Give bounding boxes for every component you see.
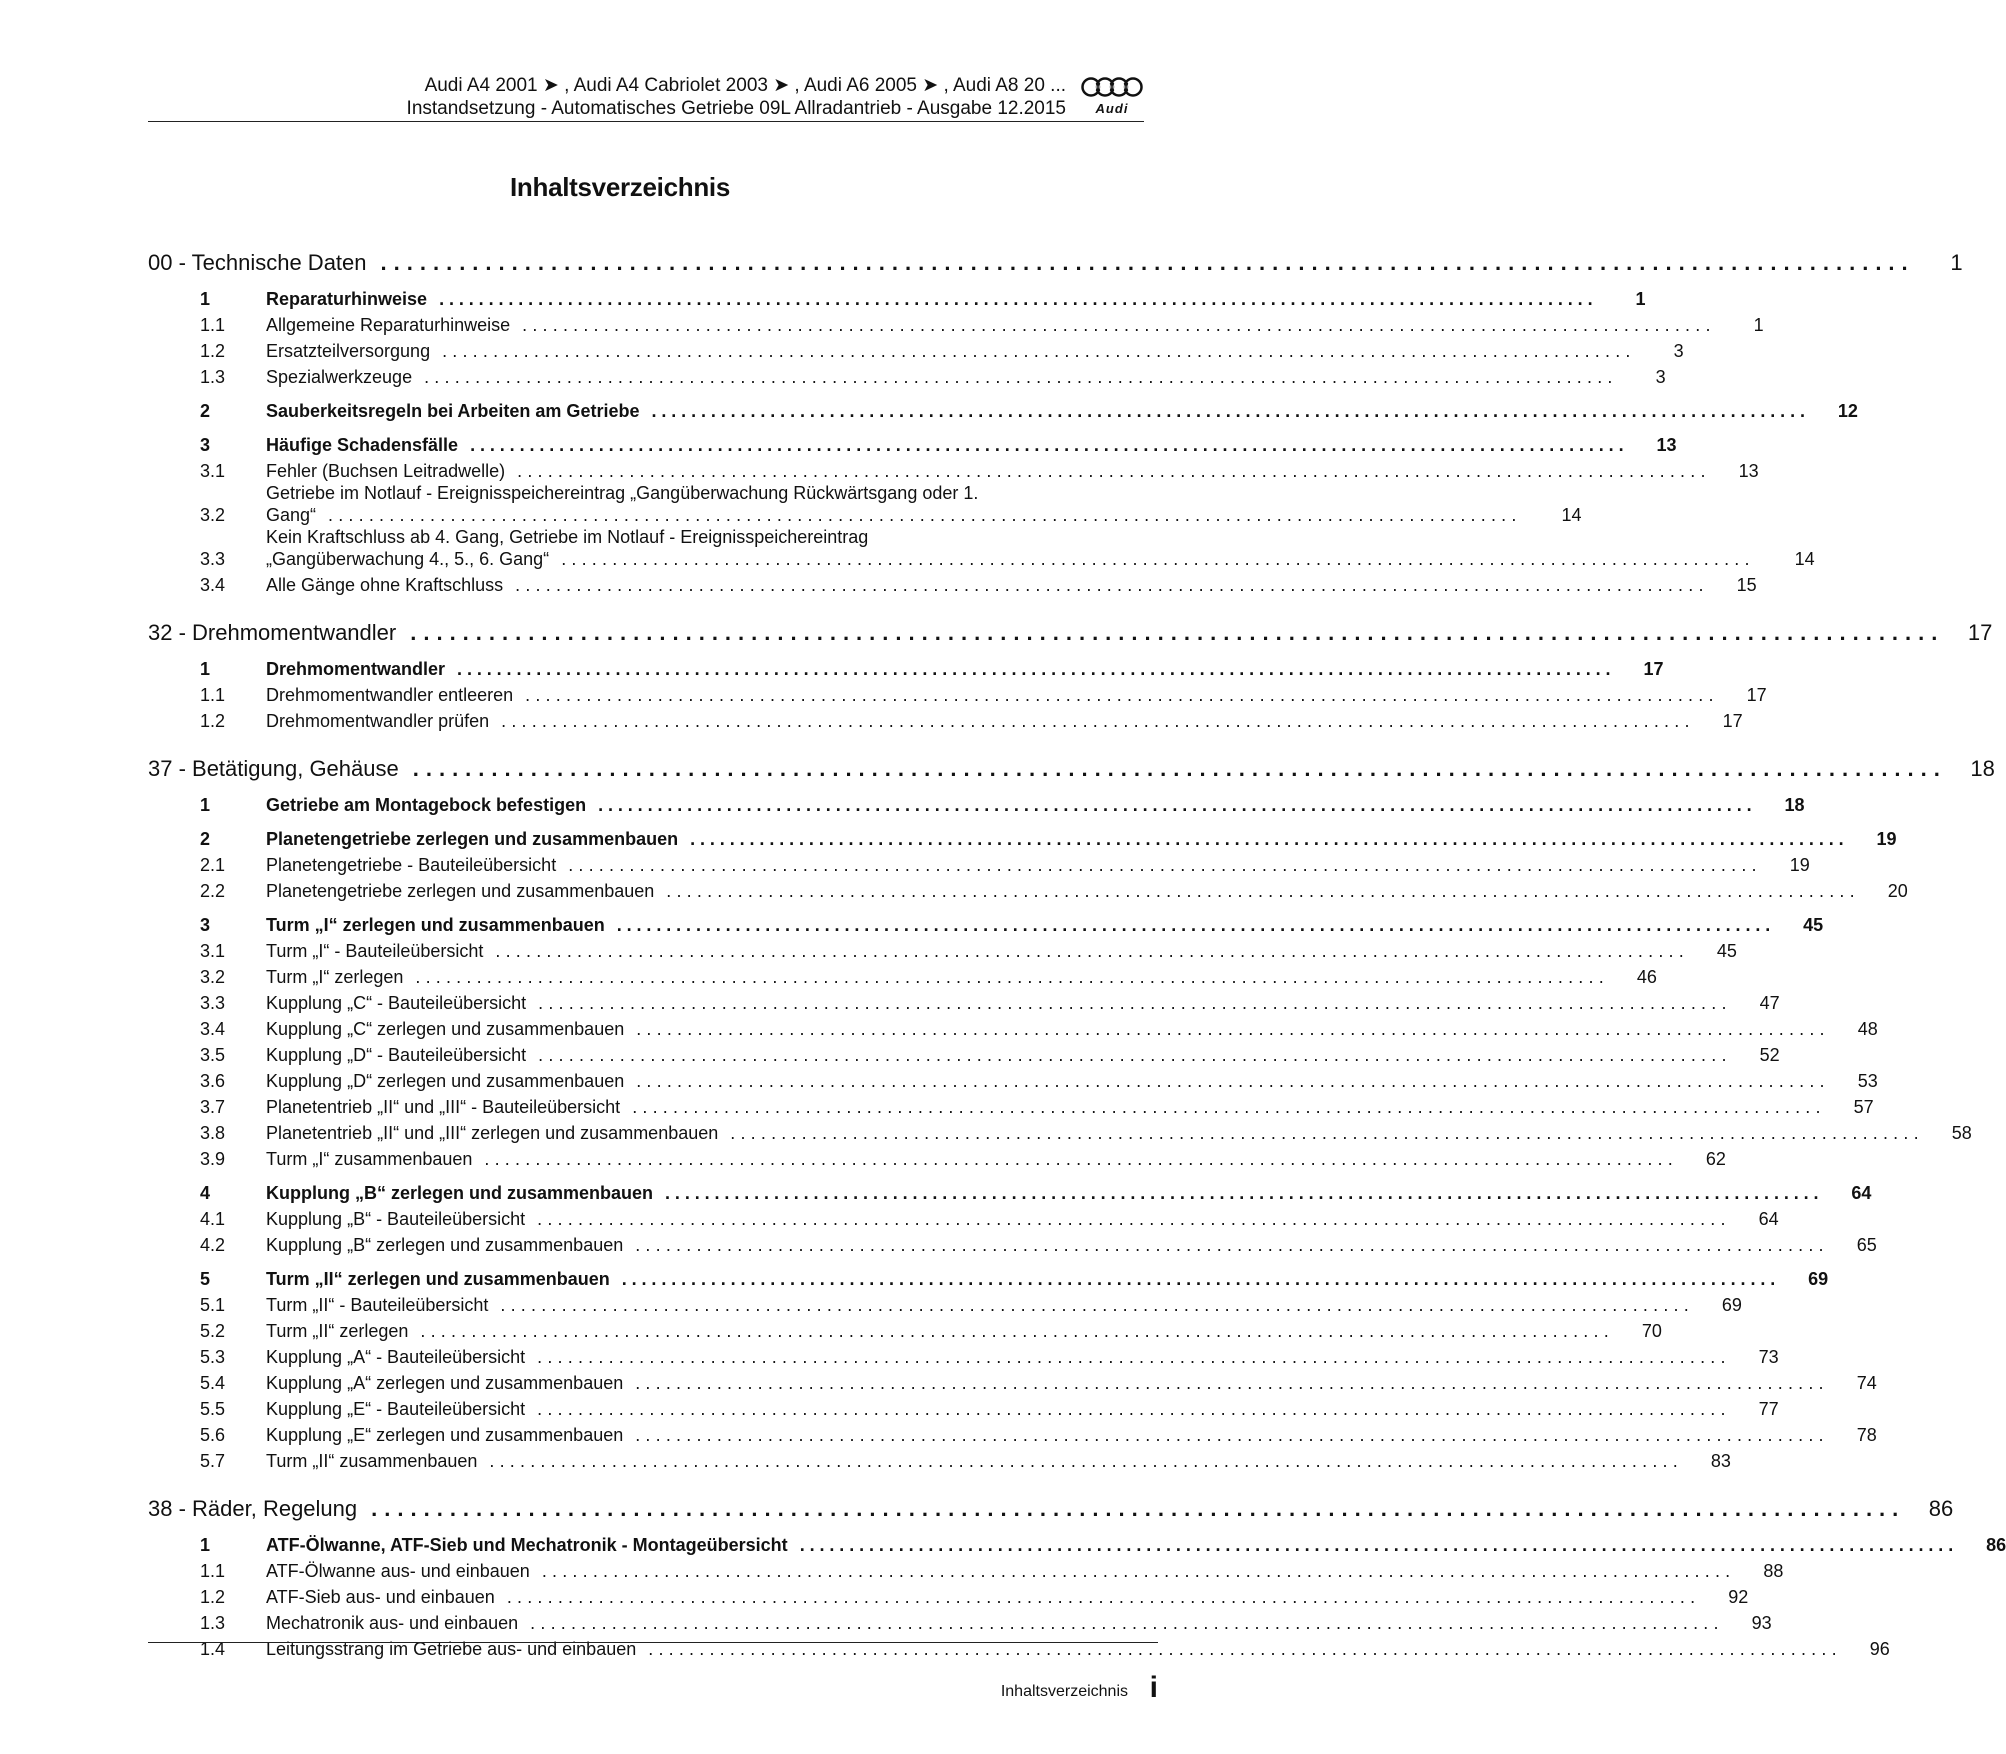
toc-item-title: Turm „II“ zerlegen [266, 1321, 409, 1341]
toc-section-row[interactable] [148, 396, 1858, 422]
toc-page-number: 69 [1808, 1269, 1829, 1289]
toc-section-row[interactable] [148, 1178, 1872, 1204]
toc-section-row[interactable] [148, 284, 1646, 310]
toc-item-title: Kupplung „C“ - Bauteileübersicht [266, 993, 527, 1013]
toc-item-title: Turm „I“ - Bauteileübersicht [266, 941, 484, 961]
dot-leader: ..................................................................................................................... [420, 1321, 1614, 1341]
toc-section-row[interactable] [148, 654, 1664, 680]
toc-item-row[interactable] [148, 362, 1666, 388]
toc-page-number: 1 [1635, 289, 1646, 309]
toc-item-title: Turm „II“ - Bauteileübersicht [266, 1295, 489, 1315]
dot-leader: ..................................................................................................................... [495, 941, 1689, 961]
toc-item-row[interactable] [148, 1092, 1874, 1118]
toc-item-number: 3.8 [200, 1123, 226, 1143]
dot-leader: ..................................................................................................................... [632, 1097, 1826, 1117]
toc-item-row[interactable] [148, 336, 1684, 362]
toc-chapter-row[interactable] [148, 1486, 1954, 1522]
header-divider [148, 121, 1144, 122]
toc-item-number: 5.6 [200, 1425, 226, 1445]
toc-section-row[interactable] [148, 910, 1824, 936]
footer-page-number: i [1149, 1671, 1158, 1704]
toc-section-title: Drehmomentwandler [266, 659, 446, 679]
toc-item-row[interactable] [148, 1446, 1731, 1472]
toc-item-row[interactable] [148, 1290, 1742, 1316]
toc-item-row[interactable] [148, 1316, 1662, 1342]
footer-label: Inhaltsverzeichnis [1000, 1683, 1128, 1700]
toc-item-number: 4.2 [200, 1235, 226, 1255]
toc-item-title: Fehler (Buchsen Leitradwelle) [266, 461, 506, 481]
toc-item-title-continued: Gang“ [266, 505, 317, 525]
dot-leader: ..................................................................................................................... [799, 1535, 1959, 1555]
toc-item-number: 4.1 [200, 1209, 226, 1229]
toc-item-number: 3.6 [200, 1071, 226, 1091]
toc-item-number: 3.3 [200, 549, 226, 569]
toc-section-number: 1 [200, 659, 211, 679]
dot-leader: ..................................................................................................................... [635, 1373, 1829, 1393]
toc-item-number: 2.2 [200, 881, 226, 901]
toc-item-title: Planetentrieb „II“ und „III“ zerlegen und zusammenbauen [266, 1123, 719, 1143]
toc-item-number: 1.1 [200, 1561, 226, 1581]
dot-leader: ..................................................................................................................... [489, 1451, 1683, 1471]
toc-page-number: 17 [1643, 659, 1664, 679]
dot-leader: ..................................................................................................................... [568, 855, 1762, 875]
dot-leader: ..................................................................................................................... [328, 505, 1522, 525]
audi-logo [1080, 76, 1144, 120]
toc-page-number: 17 [1722, 711, 1743, 731]
dot-leader: ..................................................................................................................... [522, 315, 1716, 335]
toc-item-title: Kupplung „B“ zerlegen und zusammenbauen [266, 1235, 624, 1255]
dot-leader: ..................................................................................................................... [651, 401, 1810, 421]
dot-leader: ..................................................................................................................... [598, 795, 1757, 815]
toc-chapter-title: 37 - Betätigung, Gehäuse [148, 756, 399, 781]
toc-item-title: ATF-Sieb aus- und einbauen [266, 1587, 495, 1607]
toc-item-number: 3.2 [200, 967, 226, 987]
dot-leader: ..................................................................................................................... [371, 1496, 1906, 1521]
toc-page-number: 20 [1887, 881, 1908, 901]
toc-item-title: Ersatzteilversorgung [266, 341, 431, 361]
toc-page-number: 86 [1928, 1496, 1954, 1521]
dot-leader: ..................................................................................................................... [538, 1045, 1732, 1065]
toc-item-row[interactable] [148, 1394, 1779, 1420]
toc-item-number: 3.4 [200, 1019, 226, 1039]
toc-item-row[interactable] [148, 482, 1582, 526]
toc-item-title: ATF-Ölwanne aus- und einbauen [266, 1561, 530, 1581]
header-manual-title: Instandsetzung - Automatisches Getriebe 09L Allradantrieb - Ausgabe 12.2015 [406, 98, 1066, 119]
toc-item-number: 1.2 [200, 1587, 226, 1607]
toc-item-number: 1.3 [200, 367, 226, 387]
toc-item-title: Planetengetriebe - Bauteileübersicht [266, 855, 557, 875]
toc-item-row[interactable] [148, 310, 1764, 336]
toc-section-number: 2 [200, 829, 211, 849]
toc-item-number: 1.2 [200, 341, 226, 361]
toc-section-number: 5 [200, 1269, 211, 1289]
toc-item-title: Kein Kraftschluss ab 4. Gang, Getriebe im Notlauf - Ereignisspeichereintrag [266, 527, 869, 547]
toc-page-number: 1 [1950, 250, 1963, 275]
toc-item-title: Allgemeine Reparaturhinweise [266, 315, 511, 335]
toc-item-number: 1.1 [200, 685, 226, 705]
toc-item-title: Kupplung „E“ - Bauteileübersicht [266, 1399, 526, 1419]
toc-section-title: Häufige Schadensfälle [266, 435, 459, 455]
dot-leader: ..................................................................................................................... [537, 1209, 1731, 1229]
toc-chapter-title: 00 - Technische Daten [148, 250, 367, 275]
toc-page-number: 12 [1837, 401, 1858, 421]
toc-page-number: 45 [1803, 915, 1824, 935]
toc-section-number: 1 [200, 795, 211, 815]
toc-item-title: Kupplung „D“ zerlegen und zusammenbauen [266, 1071, 625, 1091]
toc-item-number: 3.2 [200, 505, 226, 525]
toc-item-row[interactable] [148, 1342, 1779, 1368]
toc-item-row[interactable] [148, 456, 1759, 482]
toc-item-row[interactable] [148, 1204, 1779, 1230]
toc-item-row[interactable] [148, 1066, 1878, 1092]
toc-item-row[interactable] [148, 936, 1737, 962]
dot-leader: ..................................................................................................................... [636, 1071, 1830, 1091]
toc-item-title: Drehmomentwandler prüfen [266, 711, 490, 731]
toc-item-number: 1.4 [200, 1639, 226, 1659]
toc-section-title: Turm „I“ zerlegen und zusammenbauen [266, 915, 605, 935]
toc-item-number: 5.5 [200, 1399, 226, 1419]
toc-item-row[interactable] [148, 570, 1757, 596]
toc-item-number: 3.1 [200, 461, 226, 481]
toc-item-title-continued: „Gangüberwachung 4., 5., 6. Gang“ [266, 549, 550, 569]
dot-leader: ..................................................................................................................... [442, 341, 1636, 361]
toc-item-title: Kupplung „A“ - Bauteileübersicht [266, 1347, 526, 1367]
dot-leader: ..................................................................................................................... [515, 575, 1709, 595]
toc-page-number: 69 [1721, 1295, 1742, 1315]
toc-section-number: 1 [200, 1535, 211, 1555]
toc-item-title-tail [266, 504, 1522, 526]
toc-item-title-wrapped [266, 482, 1534, 526]
toc-item-row[interactable] [148, 1556, 1784, 1582]
toc-chapter [148, 1486, 2006, 1660]
toc-item-row[interactable] [148, 706, 1743, 732]
toc-item-number: 5.3 [200, 1347, 226, 1367]
toc-chapter-title: 38 - Räder, Regelung [148, 1496, 358, 1521]
dot-leader: ..................................................................................................................... [730, 1123, 1924, 1143]
toc-item-row[interactable] [148, 876, 1908, 902]
dot-leader: ..................................................................................................................... [500, 1295, 1694, 1315]
dot-leader: ..................................................................................................................... [665, 1183, 1824, 1203]
toc-page-number: 13 [1656, 435, 1677, 455]
toc-page-number: 62 [1705, 1149, 1726, 1169]
toc-item-number: 1.2 [200, 711, 226, 731]
toc-item-row[interactable] [148, 988, 1780, 1014]
dot-leader: ..................................................................................................................... [537, 1399, 1731, 1419]
dot-leader: ..................................................................................................................... [525, 685, 1719, 705]
toc-item-title: Kupplung „D“ - Bauteileübersicht [266, 1045, 527, 1065]
toc-page-number: 96 [1869, 1639, 1890, 1659]
toc-item-title: Mechatronik aus- und einbauen [266, 1613, 519, 1633]
dot-leader: ..................................................................................................................... [501, 711, 1695, 731]
toc-page-number: 64 [1851, 1183, 1872, 1203]
toc-page-number: 86 [1986, 1535, 2006, 1555]
toc-page-number: 14 [1794, 549, 1815, 569]
toc-page-number: 77 [1758, 1399, 1779, 1419]
toc-section-title: Reparaturhinweise [266, 289, 428, 309]
toc-chapter-row[interactable] [148, 746, 1995, 782]
toc-section-row[interactable] [148, 430, 1677, 456]
toc-item-title: Planetengetriebe zerlegen und zusammenbauen [266, 881, 655, 901]
toc-item-row[interactable] [148, 1144, 1726, 1170]
toc-section-row[interactable] [148, 824, 1897, 850]
toc-item-title: Turm „I“ zusammenbauen [266, 1149, 473, 1169]
toc-item-title: Leitungsstrang im Getriebe aus- und einbauen [266, 1639, 637, 1659]
dot-leader: ..................................................................................................................... [506, 1587, 1701, 1607]
toc-item-row[interactable] [148, 1368, 1877, 1394]
toc-item-number: 3.9 [200, 1149, 226, 1169]
toc-item-number: 5.4 [200, 1373, 226, 1393]
toc-page-number: 3 [1673, 341, 1684, 361]
dot-leader: ..................................................................................................................... [561, 549, 1755, 569]
toc-section-row[interactable] [148, 1264, 1829, 1290]
dot-leader: ..................................................................................................................... [415, 967, 1609, 987]
toc-page-number: 74 [1856, 1373, 1877, 1393]
toc-page-number: 78 [1856, 1425, 1877, 1445]
toc-item-title-wrapped [266, 526, 1767, 570]
dot-leader: ..................................................................................................................... [439, 289, 1598, 309]
toc-chapter-title: 32 - Drehmomentwandler [148, 620, 397, 645]
toc-page-number: 19 [1876, 829, 1897, 849]
toc-item-title: Alle Gänge ohne Kraftschluss [266, 575, 504, 595]
toc-item-row[interactable] [148, 1040, 1780, 1066]
toc-page-number: 45 [1716, 941, 1737, 961]
toc-page-number: 88 [1763, 1561, 1784, 1581]
dot-leader: ..................................................................................................................... [636, 1019, 1830, 1039]
toc-page-number: 13 [1738, 461, 1759, 481]
dot-leader: ..................................................................................................................... [541, 1561, 1736, 1581]
dot-leader: ..................................................................................................................... [410, 620, 1945, 645]
toc-chapter [148, 610, 1993, 732]
toc-item-title: Turm „I“ zerlegen [266, 967, 404, 987]
toc-page-number: 92 [1728, 1587, 1749, 1607]
toc-item-row[interactable] [148, 850, 1810, 876]
dot-leader: ..................................................................................................................... [648, 1639, 1842, 1659]
toc-section-number: 3 [200, 435, 211, 455]
header-vehicle-models: Audi A4 2001 ➤ , Audi A4 Cabriolet 2003 ➤ , Audi A6 2005 ➤ , Audi A8 20 ... [424, 75, 1066, 96]
dot-leader: ..................................................................................................................... [457, 659, 1616, 679]
toc-chapter [148, 240, 1963, 596]
toc-item-row[interactable] [148, 1014, 1878, 1040]
toc-item-number: 3.1 [200, 941, 226, 961]
dot-leader: ..................................................................................................................... [530, 1613, 1724, 1633]
toc-page-number: 52 [1759, 1045, 1780, 1065]
page-header [148, 68, 1144, 122]
toc-item-number: 1.1 [200, 315, 226, 335]
dot-leader: ..................................................................................................................... [537, 1347, 1731, 1367]
toc-section-number: 4 [200, 1183, 211, 1203]
toc-page-number: 15 [1736, 575, 1757, 595]
toc-item-row[interactable] [148, 1420, 1877, 1446]
toc-item-title: Spezialwerkzeuge [266, 367, 413, 387]
toc-page-number: 57 [1853, 1097, 1874, 1117]
toc-item-number: 5.7 [200, 1451, 226, 1471]
toc-section-row[interactable] [148, 790, 1805, 816]
toc-section-title: ATF-Ölwanne, ATF-Sieb und Mechatronik - Montageübersicht [266, 1535, 788, 1555]
toc-page-number: 46 [1636, 967, 1657, 987]
toc-item-row[interactable] [148, 1230, 1877, 1256]
toc-item-title-tail [266, 548, 1755, 570]
toc-section-title: Sauberkeitsregeln bei Arbeiten am Getriebe [266, 401, 640, 421]
toc-item-number: 3.4 [200, 575, 226, 595]
toc-page-number: 83 [1710, 1451, 1731, 1471]
toc-item-title: Planetentrieb „II“ und „III“ - Bauteileübersicht [266, 1097, 621, 1117]
toc-page-number: 53 [1857, 1071, 1878, 1091]
toc-item-title: Kupplung „E“ zerlegen und zusammenbauen [266, 1425, 624, 1445]
toc-item-row[interactable] [148, 1582, 1749, 1608]
toc-page-number: 1 [1753, 315, 1764, 335]
toc-item-title: Getriebe im Notlauf - Ereignisspeichereintrag „Gangüberwachung Rückwärtsgang oder 1. [266, 483, 979, 503]
toc-item-title: Kupplung „B“ - Bauteileübersicht [266, 1209, 526, 1229]
toc-section-title: Getriebe am Montagebock befestigen [266, 795, 587, 815]
toc-item-row[interactable] [148, 962, 1657, 988]
toc-item-row[interactable] [148, 680, 1767, 706]
toc-page-number: 18 [1970, 756, 1995, 781]
toc-item-number: 1.3 [200, 1613, 226, 1633]
toc-section-title: Kupplung „B“ zerlegen und zusammenbauen [266, 1183, 654, 1203]
dot-leader: ..................................................................................................................... [470, 435, 1629, 455]
toc-section-number: 3 [200, 915, 211, 935]
dot-leader: ..................................................................................................................... [666, 881, 1860, 901]
toc-page-number: 19 [1789, 855, 1810, 875]
toc-page-number: 58 [1951, 1123, 1972, 1143]
toc-page-number: 70 [1641, 1321, 1662, 1341]
toc-page-number: 65 [1856, 1235, 1877, 1255]
toc-page-number: 3 [1655, 367, 1666, 387]
toc-section-number: 2 [200, 401, 211, 421]
table-of-contents [148, 240, 2006, 1674]
dot-leader: ..................................................................................................................... [538, 993, 1732, 1013]
toc-item-number: 5.1 [200, 1295, 226, 1315]
dot-leader: ..................................................................................................................... [635, 1235, 1829, 1255]
toc-page-number: 64 [1758, 1209, 1779, 1229]
dot-leader: ..................................................................................................................... [517, 461, 1711, 481]
toc-section-number: 1 [200, 289, 211, 309]
toc-page-number: 93 [1751, 1613, 1772, 1633]
toc-chapter-row[interactable] [148, 610, 1993, 646]
audi-rings-icon [1080, 76, 1144, 98]
toc-page-number: 14 [1561, 505, 1582, 525]
toc-item-number: 3.3 [200, 993, 226, 1013]
page-title: Inhaltsverzeichnis [509, 172, 731, 202]
dot-leader: ..................................................................................................................... [621, 1269, 1781, 1289]
toc-item-title: Drehmomentwandler entleeren [266, 685, 514, 705]
toc-chapter-row[interactable] [148, 240, 1963, 276]
toc-page-number: 48 [1857, 1019, 1878, 1039]
toc-section-row[interactable] [148, 1530, 2006, 1556]
toc-page-number: 18 [1784, 795, 1805, 815]
toc-item-number: 5.2 [200, 1321, 226, 1341]
dot-leader: ..................................................................................................................... [635, 1425, 1829, 1445]
toc-chapter [148, 746, 1995, 1472]
toc-item-number: 2.1 [200, 855, 226, 875]
dot-leader: ..................................................................................................................... [380, 250, 1915, 275]
toc-section-title: Planetengetriebe zerlegen und zusammenbauen [266, 829, 679, 849]
toc-page-number: 47 [1759, 993, 1780, 1013]
toc-item-number: 3.5 [200, 1045, 226, 1065]
dot-leader: ..................................................................................................................... [616, 915, 1776, 935]
toc-item-number: 3.7 [200, 1097, 226, 1117]
toc-section-title: Turm „II“ zerlegen und zusammenbauen [266, 1269, 610, 1289]
toc-item-row[interactable] [148, 1608, 1772, 1634]
dot-leader: ..................................................................................................................... [424, 367, 1618, 387]
toc-item-row[interactable] [148, 1634, 1890, 1660]
toc-page-number: 17 [1967, 620, 1993, 645]
toc-page-number: 17 [1746, 685, 1767, 705]
toc-item-row[interactable] [148, 1118, 1972, 1144]
toc-page-number: 73 [1758, 1347, 1779, 1367]
dot-leader: ..................................................................................................................... [412, 756, 1947, 781]
dot-leader: ..................................................................................................................... [484, 1149, 1678, 1169]
toc-item-title: Kupplung „A“ zerlegen und zusammenbauen [266, 1373, 624, 1393]
toc-item-title: Turm „II“ zusammenbauen [266, 1451, 478, 1471]
audi-logo-text: Audi [1095, 101, 1129, 116]
toc-item-row[interactable] [148, 526, 1815, 570]
toc-item-title: Kupplung „C“ zerlegen und zusammenbauen [266, 1019, 625, 1039]
dot-leader: ..................................................................................................................... [690, 829, 1849, 849]
